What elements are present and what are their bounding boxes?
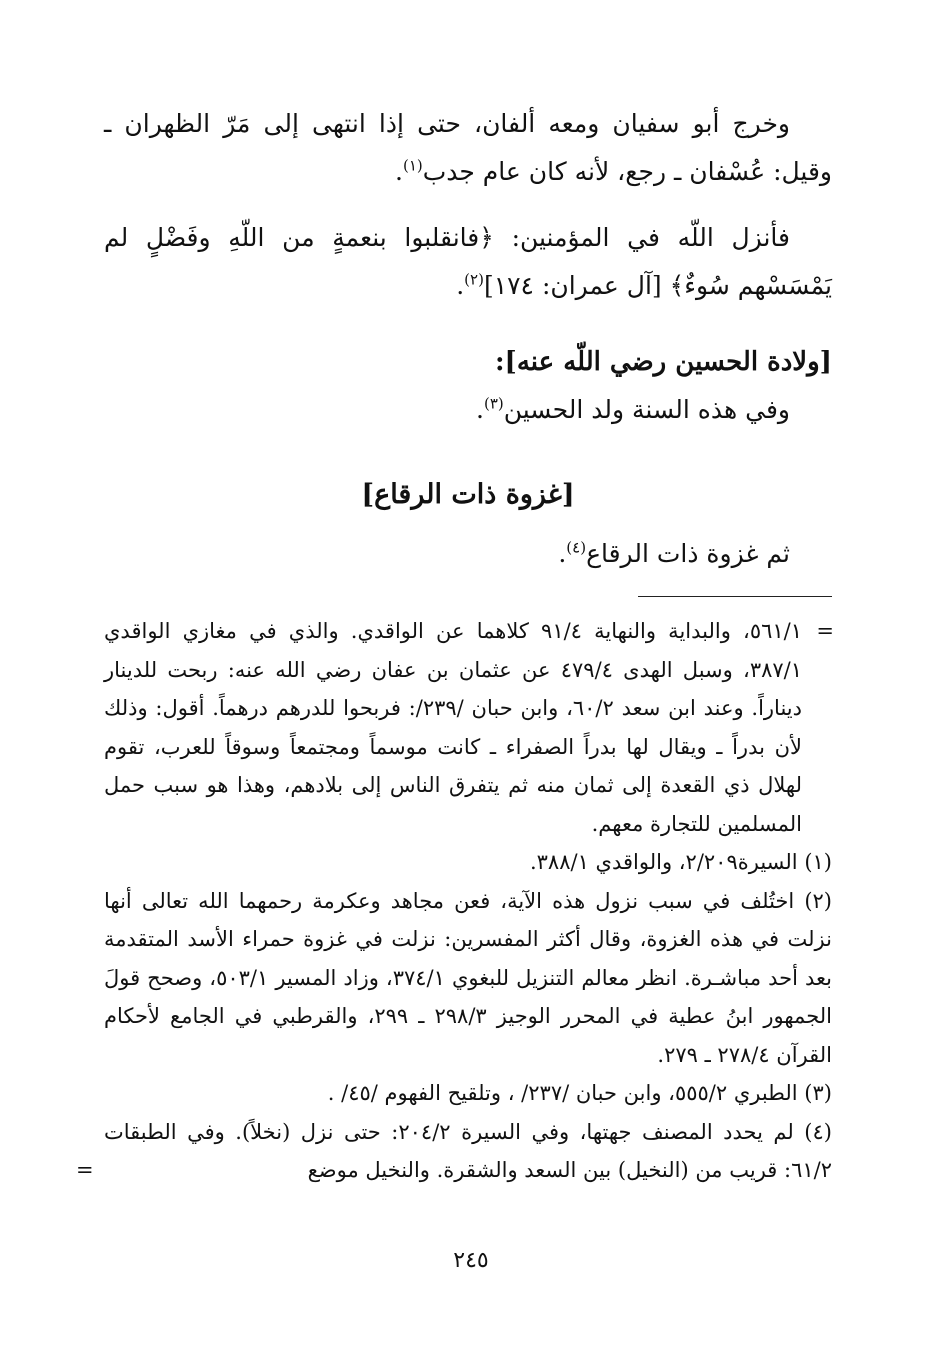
main-text (104, 100, 832, 578)
footnote-ref-2[interactable]: (٢) (464, 270, 484, 289)
footnote-3: (٣) الطبري ٥٥٥/٢، وابن حبان /٢٣٧/ ، وتلقيح الفهوم /٤٥/ . (327, 1081, 832, 1105)
footnote-4: (٤) لم يحدد المصنف جهتها، وفي السيرة ٢٠٤/٢: حتى نزل (نخلاً). وفي الطبقات ٦١/٢: قريب من (النخيل) بين السعد والشقرة. والنخيل موضع = (104, 1113, 832, 1190)
section-heading-husayn: [ولادة الحسين رضي اللّه عنه]: (494, 347, 832, 377)
paragraph-quran-verse: فأنزل اللّه في المؤمنين: ﴿فانقلبوا بنعمةٍ من اللّهِ وفَضْلٍ لم يَمْسَسْهم سُوءٌ﴾ [آل عمران: ١٧٤]$^{(٢)}$. (104, 223, 832, 300)
page-number: ٢٤٥ (453, 1248, 489, 1273)
chapter-heading-dhat-al-riqa: [غزوة ذات الرقاع] (361, 479, 575, 510)
paragraph-abu-sufyan: وخرج أبو سفيان ومعه ألفان، حتى إذا انتهى إلى مَرّ الظهران ـ وقيل: عُسْفان ـ رجع، لأنه كان عام جدب$^{(١)}$. (104, 109, 832, 186)
continuation-marker: = (816, 619, 834, 643)
footnote-ref-4[interactable]: (٤) (566, 538, 587, 557)
footnote-1: (١) السيرة٢/٢٠٩، والواقدي ٣٨٨/١. (529, 850, 832, 874)
continues-marker: = (76, 1158, 94, 1182)
footnote-2: (٢) اختُلف في سبب نزول هذه الآية، فعن مجاهد وعكرمة رحمهما الله تعالى أنها نزلت في هذه الغزوة، وقال أكثر المفسرين: نزلت في غزوة حمراء الأسد المتقدمة بعد أحد مباشـرة. انظر معالم التنزيل للبغوي ٣٧٤/١، وزاد المسير ٥٠٣/١، وصحح قولَ الجمهور ابنُ عطية في المحرر الوجيز ٢٩٨/٣ ـ ٢٩٩، والقرطبي في الجامع لأحكام القرآن ٢٧٨/٤ ـ ٢٧٩. (104, 888, 833, 1067)
footnote-divider (638, 596, 832, 597)
paragraph-dhat-al-riqa: ثم غزوة ذات الرقاع$^{(٤)}$. (558, 538, 790, 568)
footnote-continuation: = ٥٦١/١، والبداية والنهاية ٩١/٤ كلاهما عن الواقدي. والذي في مغازي الواقدي ٣٨٧/١، وسبل الهدى ٤٧٩/٤ عن عثمان بن عفان رضي الله عنه: ربحت للدينار ديناراً. وعند ابن سعد ٦٠/٢، وابن حبان /٢٣٩/: فربحوا للدرهم درهماً. أقول: وذلك لأن بدراً ـ ويقال لها بدراً الصفراء ـ كانت موسماً ومجتمعاً وسوقاً للعرب، تقوم لهلال ذي القعدة إلى ثمان منه ثم يتفرق الناس إلى بلادهم، وهذا هو سبب حمل المسلمين للتجارة معهم. (104, 612, 832, 843)
footnotes (76, 612, 834, 1190)
footnote-ref-3[interactable]: (٣) (483, 394, 504, 413)
paragraph-husayn-birth: وفي هذه السنة ولد الحسين$^{(٣)}$. (476, 394, 790, 424)
footnote-ref-1[interactable]: (١) (402, 156, 423, 175)
